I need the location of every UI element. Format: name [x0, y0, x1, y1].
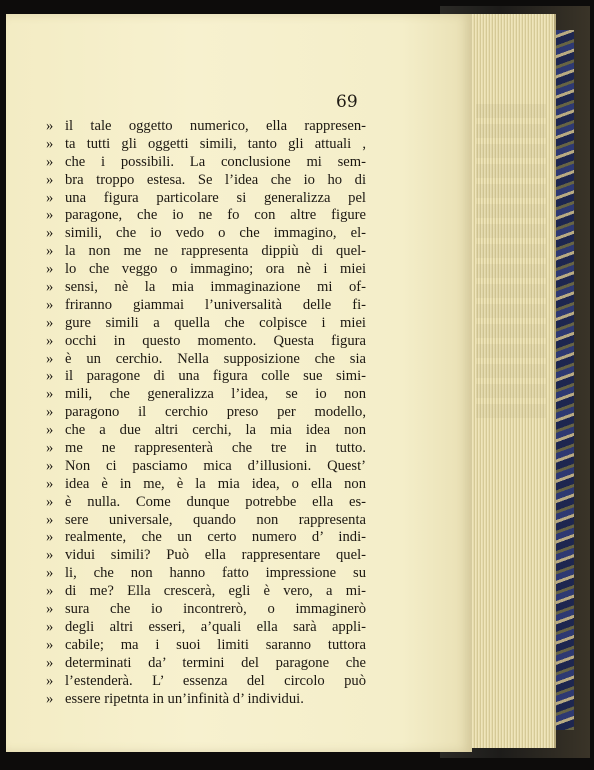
line-text: è un cerchio. Nella supposizione che sia [65, 350, 366, 367]
text-line [46, 637, 366, 655]
line-text: che a due altri cerchi, la mia idea non [65, 422, 366, 439]
quote-mark: » [46, 153, 54, 170]
line-text: Non ci pasciamo mica d’illusioni. Quest’ [65, 457, 366, 474]
line-text: me ne rappresenterà che tre in tutto. [65, 440, 366, 457]
quote-mark: » [46, 583, 54, 600]
line-text: il paragone di una figura colle sue simi- [65, 368, 366, 385]
quote-mark: » [46, 332, 54, 349]
quote-mark: » [46, 386, 54, 403]
text-line [46, 207, 366, 225]
quote-mark: » [46, 279, 54, 296]
line-text: mili, che generalizza l’idea, se io non [65, 386, 366, 403]
quote-mark: » [46, 225, 54, 242]
text-line [46, 547, 366, 565]
line-text: friranno giammai l’universalità delle fi- [65, 296, 366, 313]
line-text: sensi, nè la mia immaginazione mi of- [65, 279, 366, 296]
quote-mark: » [46, 189, 54, 206]
quote-mark: » [46, 261, 54, 278]
line-text: l’estenderà. L’ essenza del circolo può [65, 672, 366, 689]
text-line [46, 583, 366, 601]
page-number: 69 [336, 92, 358, 112]
line-text: paragone, che io ne fo con altre figure [65, 207, 366, 224]
line-text: è nulla. Come dunque potrebbe ella es- [65, 493, 366, 510]
text-line [46, 458, 366, 476]
line-text: una figura particolare si generalizza pel [65, 189, 366, 206]
text-line [46, 351, 366, 369]
quote-mark: » [46, 118, 54, 134]
text-line [46, 190, 366, 208]
quote-mark: » [46, 171, 54, 188]
text-line [46, 619, 366, 637]
text-line [46, 512, 366, 530]
text-line [46, 333, 366, 351]
text-line [46, 225, 366, 243]
quote-mark: » [46, 368, 54, 385]
line-text: la non me ne rappresenta dippiù di quel- [65, 243, 366, 260]
text-line [46, 691, 366, 709]
text-line [46, 315, 366, 333]
text-line [46, 476, 366, 494]
quote-mark: » [46, 529, 54, 546]
text-line [46, 297, 366, 315]
line-text: occhi in questo momento. Questa figura [65, 332, 366, 349]
quote-mark: » [46, 636, 54, 653]
text-line [46, 529, 366, 547]
quote-mark: » [46, 243, 54, 260]
quote-mark: » [46, 601, 54, 618]
line-text: realmente, che un certo numero d’ indi- [65, 529, 366, 546]
quote-mark: » [46, 457, 54, 474]
text-line [46, 136, 366, 154]
quote-mark: » [46, 547, 54, 564]
page-text [46, 118, 366, 708]
quote-mark: » [46, 404, 54, 421]
line-text: paragono il cerchio preso per modello, [65, 404, 366, 421]
quote-mark: » [46, 350, 54, 367]
show-through-text [476, 104, 546, 424]
line-text: determinati da’ termini del paragone che [65, 654, 366, 671]
text-line [46, 404, 366, 422]
line-text: sere universale, quando non rappresenta [65, 511, 366, 528]
text-line [46, 243, 366, 261]
line-text: ta tutti gli oggetti simili, tanto gli attuali , [65, 135, 366, 152]
quote-mark: » [46, 207, 54, 224]
text-line [46, 368, 366, 386]
line-text: vidui simili? Può ella rappresentare quel- [65, 547, 366, 564]
line-text: cabile; ma i suoi limiti saranno tuttora [65, 636, 366, 653]
line-text: gure simili a quella che colpisce i miei [65, 314, 366, 331]
quote-mark: » [46, 422, 54, 439]
line-text: il tale oggetto numerico, ella rappresen- [65, 118, 366, 134]
line-text: idea è in me, è la mia idea, o ella non [65, 475, 366, 492]
line-text: bra troppo estesa. Se l’idea che io ho di [65, 171, 366, 188]
text-line [46, 601, 366, 619]
quote-mark: » [46, 475, 54, 492]
line-text: simili, che io vedo o che immagino, el- [65, 225, 366, 242]
line-text: li, che non hanno fatto impressione su [65, 565, 366, 582]
text-line [46, 673, 366, 691]
text-line [46, 655, 366, 673]
line-text: lo che veggo o immagino; ora nè i miei [65, 261, 366, 278]
line-text: che i possibili. La conclusione mi sem- [65, 153, 366, 170]
quote-mark: » [46, 511, 54, 528]
text-line [46, 422, 366, 440]
text-line [46, 261, 366, 279]
text-line [46, 386, 366, 404]
quote-mark: » [46, 618, 54, 635]
text-line [46, 440, 366, 458]
line-text: degli altri esseri, a’quali ella sarà appli- [65, 618, 366, 635]
quote-mark: » [46, 296, 54, 313]
page-edges [470, 14, 556, 748]
text-line [46, 172, 366, 190]
quote-mark: » [46, 654, 54, 671]
quote-mark: » [46, 314, 54, 331]
text-line [46, 118, 366, 136]
line-text: di me? Ella crescerà, egli è vero, a mi- [65, 583, 366, 600]
line-text: essere ripetnta in un’infinità d’ individui. [65, 690, 304, 707]
line-text: sura che io incontrerò, o immaginerò [65, 601, 366, 618]
text-line [46, 565, 366, 583]
text-line [46, 494, 366, 512]
quote-mark: » [46, 565, 54, 582]
quote-mark: » [46, 690, 54, 707]
quote-mark: » [46, 672, 54, 689]
quote-mark: » [46, 135, 54, 152]
quote-mark: » [46, 440, 54, 457]
text-line [46, 279, 366, 297]
book-page [6, 14, 472, 752]
quote-mark: » [46, 493, 54, 510]
text-line [46, 154, 366, 172]
